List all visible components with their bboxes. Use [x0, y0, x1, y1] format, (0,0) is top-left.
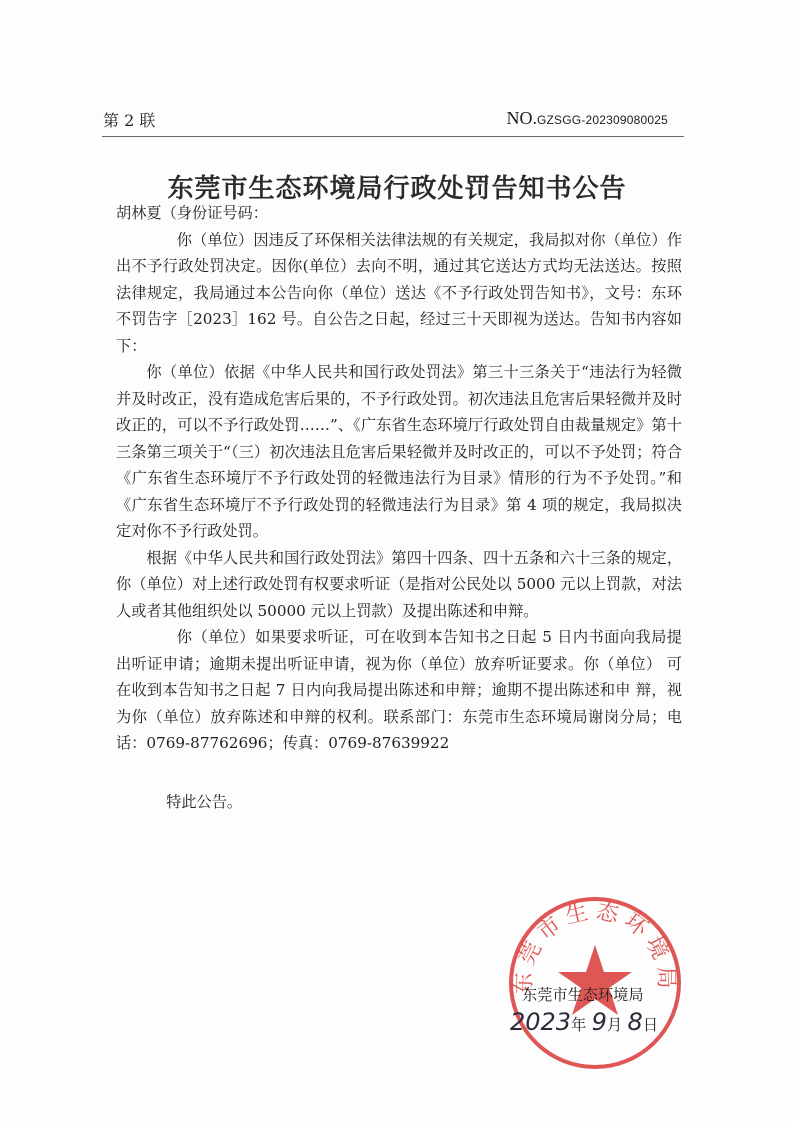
paragraph-intro: 你（单位）因违反了环保相关法律法规的有关规定，我局拟对你（单位）作出不予行政处罚决定。因你(单位）去向不明，通过其它送达方式均无法送达。按照法律规定，我局通过本公告向你（单位）送达《不予行政处罚告知书》，文号：东环不罚告字［2023］162 号。自公告之日起，经过三十天即视为送达。告知书内容如下： — [116, 230, 682, 355]
date-day-unit: 日 — [642, 1016, 659, 1034]
closing-statement: 特此公告。 — [166, 792, 243, 811]
date-month-unit: 月 — [606, 1016, 623, 1034]
copy-label: 第 2 联 — [103, 111, 156, 130]
official-seal — [505, 893, 685, 1073]
paragraph-rights: 根据《中华人民共和国行政处罚法》第四十四条、四十五条和六十三条的规定，你（单位）对上述行政处罚有权要求听证（是指对公民处以 5000 元以上罚款，对法人或者其他组织处以 50000 元以上罚款）及提出陈述和申辩。 — [116, 548, 682, 620]
date-day: 8 — [627, 1008, 643, 1036]
header-divider — [102, 136, 684, 137]
page-title: 东莞市生态环境局行政处罚告知书公告 — [167, 174, 627, 204]
issue-date — [510, 1008, 658, 1036]
paragraph-hearing: 你（单位）如果要求听证，可在收到本告知书之日起 5 日内书面向我局提 出听证申请；逾期未提出听证申请，视为你（单位）放弃听证要求。你（单位） 可在收到本告知书之日起 7 日内向我局提出陈述和申辩；逾期不提出陈述和申 辩，视为你（单位）放弃陈述和申辩的权利。联系部门：东莞市生态环境局谢岗分局；电话：0769-87762696；传真：0769-87639922 — [116, 628, 682, 752]
number-code: GZSGG-202309080025 — [536, 113, 668, 127]
date-year: 2023 — [510, 1008, 572, 1036]
date-year-unit: 年 — [571, 1016, 587, 1034]
number-prefix: NO. — [506, 108, 537, 128]
seal-text: 东莞市生态环境局 — [511, 898, 679, 995]
paragraph-legal-basis: 你（单位）依据《中华人民共和国行政处罚法》第三十三条关于“违法行为轻微并及时改正，没有造成危害后果的，不予行政处罚。初次违法且危害后果轻微并及时改正的，可以不予行政处罚……”、《广东省生态环境厅行政处罚自由裁量规定》第十三条第三项关于“（三）初次违法且危害后果轻微并及时改正的，可以不予处罚；符合《广东省生态环境厅不予行政处罚的轻微违法行为目录》情形的行为不予处罚。”和《广东省生态环境厅不予行政处罚的轻微违法行为目录》第 4 项的规定，我局拟决定对你不予行政处罚。 — [116, 363, 682, 540]
document-number — [506, 108, 668, 129]
addressee: 胡林夏（身份证号码： — [116, 204, 268, 222]
notice-body — [116, 200, 682, 815]
issuing-organization: 东莞市生态环境局 — [522, 986, 644, 1004]
date-month: 9 — [591, 1008, 607, 1036]
